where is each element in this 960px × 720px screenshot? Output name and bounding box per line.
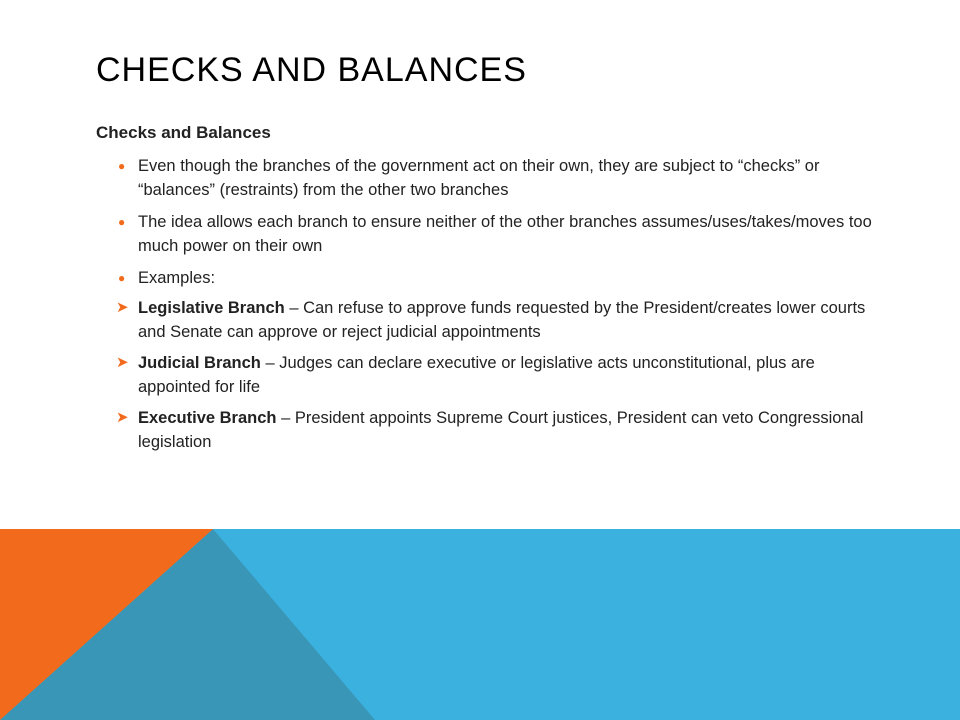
arrow-bullet-icon: ➤ <box>116 353 129 371</box>
bullet-text: Examples: <box>138 268 216 287</box>
decorative-color-band <box>0 529 960 720</box>
bullet-list <box>96 154 876 454</box>
slide-title: CHECKS AND BALANCES <box>96 51 527 89</box>
bullet-text: Even though the branches of the government act on their own, they are subject to “checks” or “balances” (restraints) from the other two branches <box>138 156 820 199</box>
arrow-bullet-icon: ➤ <box>116 408 129 426</box>
bullet-item <box>96 266 876 454</box>
example-text: – Judges can declare executive or legislative acts unconstitutional, plus are appointed for life <box>138 353 815 396</box>
example-branch-name: Judicial Branch <box>138 353 261 372</box>
bullet-text: The idea allows each branch to ensure neither of the other branches assumes/uses/takes/moves too much power on their own <box>138 212 872 255</box>
dot-bullet-icon: ● <box>118 214 126 229</box>
arrow-bullet-icon: ➤ <box>116 298 129 316</box>
examples-list <box>116 296 876 454</box>
example-item <box>116 351 876 399</box>
example-text: – Can refuse to approve funds requested by the President/creates lower courts and Senate can approve or reject judicial appointments <box>138 298 866 341</box>
bullet-item <box>96 210 876 258</box>
example-text: – President appoints Supreme Court justices, President can veto Congressional legislation <box>138 408 864 451</box>
example-item <box>116 406 876 454</box>
dot-bullet-icon: ● <box>118 270 126 285</box>
slide-body <box>96 120 876 462</box>
example-item <box>116 296 876 344</box>
dot-bullet-icon: ● <box>118 158 126 173</box>
section-heading: Checks and Balances <box>96 123 271 142</box>
example-branch-name: Executive Branch <box>138 408 277 427</box>
bullet-item <box>96 154 876 202</box>
example-branch-name: Legislative Branch <box>138 298 285 317</box>
